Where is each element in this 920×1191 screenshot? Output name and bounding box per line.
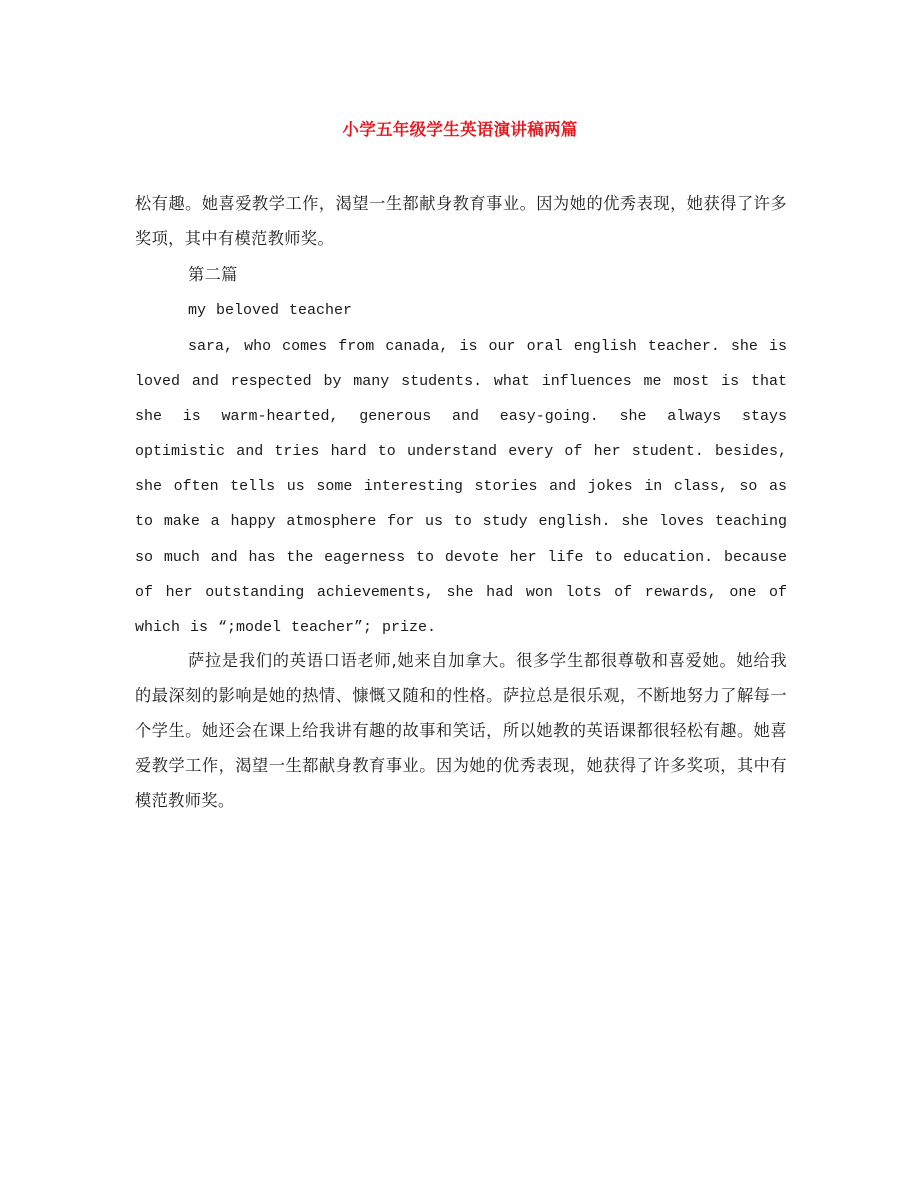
english-speech-body: sara, who comes from canada, is our oral english teacher. she is loved and respected by many students. what influences me most is that she is warm-hearted, generous and easy-going. she always stays optimistic and tries hard to understand every of her student. besides, she often tells us some interesting stories and jokes in class, so as to make a happy atmosphere for us to study english. she loves teaching so much and has the eagerness to devote her life to education. because of her outstanding achievements, she had won lots of rewards, one of which is “;model teacher”; prize. [135, 338, 787, 636]
document-title: 小学五年级学生英语演讲稿两篇 [342, 120, 578, 139]
english-speech-title: my beloved teacher [188, 302, 353, 319]
chinese-translation-paragraph: 萨拉是我们的英语口语老师,她来自加拿大。很多学生都很尊敬和喜爱她。她给我的最深刻的影响是她的热情、慷慨又随和的性格。萨拉总是很乐观，不断地努力了解每一个学生。她还会在课上给我讲有趣的故事和笑话，所以她教的英语课都很轻松有趣。她喜爱教学工作，渴望一生都献身教育事业。因为她的优秀表现，她获得了许多奖项，其中有模范教师奖。 [135, 651, 787, 810]
continuation-paragraph: 松有趣。她喜爱教学工作，渴望一生都献身教育事业。因为她的优秀表现，她获得了许多奖项，其中有模范教师奖。 [135, 194, 787, 248]
section-heading: 第二篇 [188, 265, 238, 284]
